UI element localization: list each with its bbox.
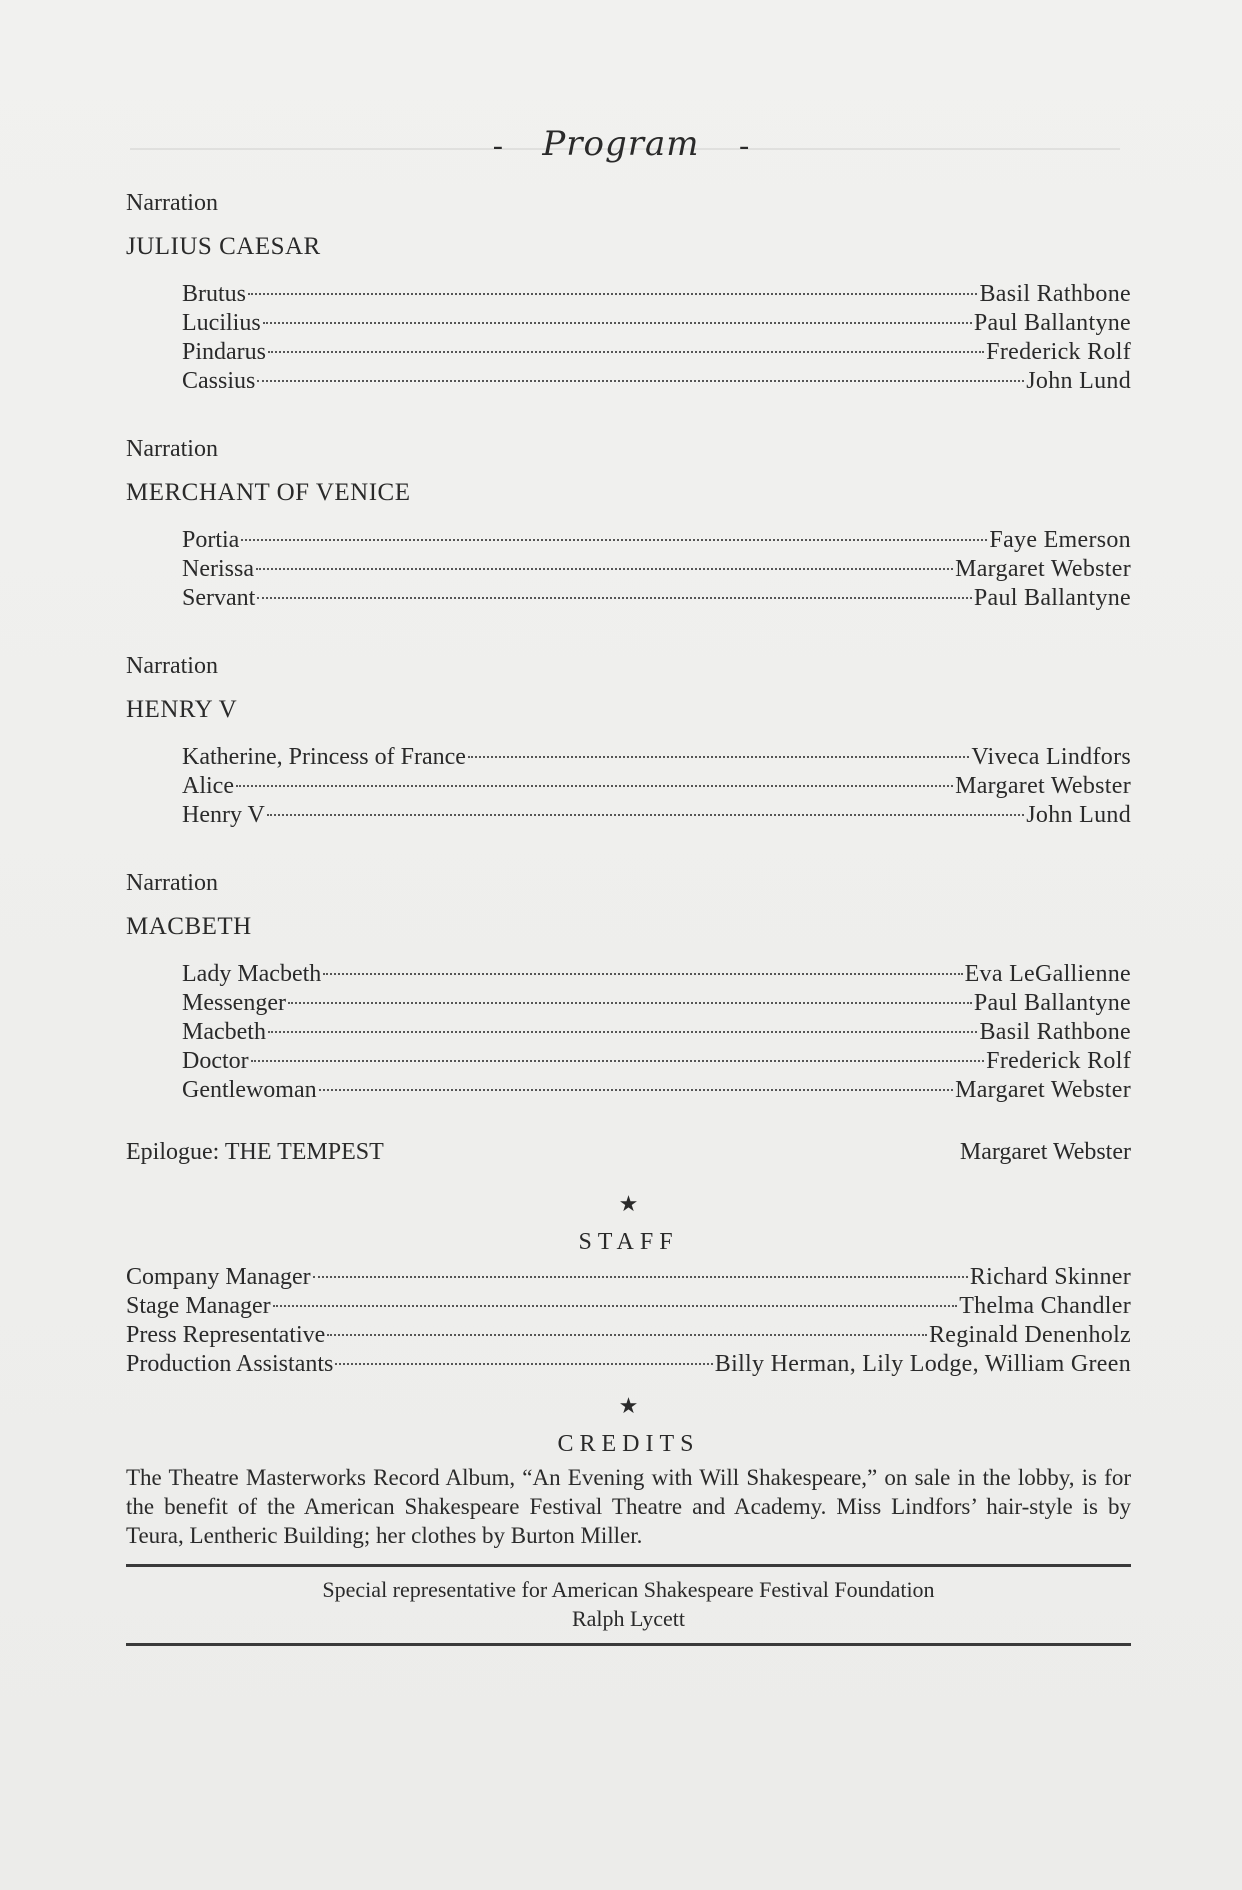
epilogue-label: Epilogue: THE TEMPEST xyxy=(126,1139,384,1165)
section-henry-v xyxy=(126,651,1131,830)
role-name: Gentlewoman xyxy=(182,1077,317,1103)
play-title: MACBETH xyxy=(126,913,252,940)
cast-row xyxy=(182,1018,1131,1047)
section-merchant-of-venice xyxy=(126,434,1131,613)
role-name: Henry V xyxy=(182,802,265,828)
play-title: MERCHANT OF VENICE xyxy=(126,479,411,506)
cast-row xyxy=(182,338,1131,367)
role-name: Doctor xyxy=(182,1048,249,1074)
epilogue-row xyxy=(126,1137,1131,1167)
dot-leader xyxy=(335,1363,712,1365)
staff-role: Stage Manager xyxy=(126,1293,271,1319)
actor-name: Viveca Lindfors xyxy=(971,744,1131,770)
cast-row xyxy=(182,743,1131,772)
star-icon: ★ xyxy=(618,1191,639,1216)
dot-leader xyxy=(267,814,1024,816)
narration-label: Narration xyxy=(126,870,218,896)
role-name: Alice xyxy=(182,773,234,799)
staff-name: Billy Herman, Lily Lodge, William Green xyxy=(714,1351,1131,1377)
dot-leader xyxy=(323,973,962,975)
staff-list xyxy=(126,1263,1131,1379)
cast-row xyxy=(182,960,1131,989)
heading-dash-right: - xyxy=(739,129,750,162)
actor-name: John Lund xyxy=(1026,368,1131,394)
cast-row xyxy=(182,801,1131,830)
role-name: Pindarus xyxy=(182,339,266,365)
section-julius-caesar xyxy=(126,188,1131,396)
section-macbeth xyxy=(126,868,1131,1105)
dot-leader xyxy=(263,322,972,324)
staff-role: Company Manager xyxy=(126,1264,311,1290)
role-name: Brutus xyxy=(182,281,247,307)
staff-row xyxy=(126,1350,1131,1379)
role-name: Nerissa xyxy=(182,556,254,582)
narration-label: Narration xyxy=(126,436,218,462)
actor-name: Faye Emerson xyxy=(989,527,1131,553)
actor-name: Margaret Webster xyxy=(955,1077,1131,1103)
actor-name: Basil Rathbone xyxy=(979,281,1131,307)
actor-name: Frederick Rolf xyxy=(986,1048,1131,1074)
play-title: JULIUS CAESAR xyxy=(126,233,321,260)
actor-name: Paul Ballantyne xyxy=(973,310,1131,336)
program-heading xyxy=(0,124,1242,164)
role-name: Macbeth xyxy=(182,1019,266,1045)
dot-leader xyxy=(319,1089,953,1091)
dot-leader xyxy=(327,1334,927,1336)
role-name: Messenger xyxy=(182,990,286,1016)
cast-list xyxy=(182,526,1131,613)
program-title: Program xyxy=(542,124,700,164)
play-title: HENRY V xyxy=(126,696,238,723)
role-name: Portia xyxy=(182,527,240,553)
cast-list xyxy=(182,743,1131,830)
narration-label: Narration xyxy=(126,190,218,216)
cast-row xyxy=(182,584,1131,613)
actor-name: Frederick Rolf xyxy=(986,339,1131,365)
cast-row xyxy=(182,280,1131,309)
dot-leader xyxy=(251,1060,985,1062)
cast-row xyxy=(182,367,1131,396)
staff-title: STAFF xyxy=(578,1229,679,1255)
staff-role: Press Representative xyxy=(126,1322,326,1348)
cast-list xyxy=(182,960,1131,1105)
staff-name: Thelma Chandler xyxy=(959,1293,1131,1319)
staff-name: Reginald Denenholz xyxy=(928,1322,1131,1348)
special-rep-line: Special representative for American Shakespeare Festival Foundation xyxy=(322,1577,935,1602)
role-name: Katherine, Princess of France xyxy=(182,744,466,770)
actor-name: Paul Ballantyne xyxy=(973,585,1131,611)
role-name: Servant xyxy=(182,585,256,611)
dot-leader xyxy=(268,351,984,353)
special-representative xyxy=(126,1575,1131,1633)
cast-row xyxy=(182,555,1131,584)
dot-leader xyxy=(257,380,1024,382)
cast-row xyxy=(182,309,1131,338)
cast-row xyxy=(182,526,1131,555)
cast-row xyxy=(182,1047,1131,1076)
credits-text: The Theatre Masterworks Record Album, “An Evening with Will Shakespeare,” on sale in the lobby, is for the benefit of the American Shakespeare Festival Theatre and Academy. Miss Lindfors’ hair-style is by Teura, Lentheric Building; her clothes by Burton Miller. xyxy=(126,1465,1131,1548)
actor-name: John Lund xyxy=(1026,802,1131,828)
credits-title: CREDITS xyxy=(557,1431,700,1457)
divider-bottom xyxy=(126,1643,1131,1646)
dot-leader xyxy=(468,756,969,758)
actor-name: Eva LeGallienne xyxy=(964,961,1131,987)
dot-leader xyxy=(248,293,977,295)
staff-row xyxy=(126,1263,1131,1292)
staff-row xyxy=(126,1321,1131,1350)
cast-row xyxy=(182,772,1131,801)
star-icon: ★ xyxy=(618,1393,639,1418)
dot-leader xyxy=(236,785,953,787)
heading-dash-left: - xyxy=(492,129,503,162)
role-name: Lady Macbeth xyxy=(182,961,322,987)
cast-list xyxy=(182,280,1131,396)
cast-row xyxy=(182,1076,1131,1105)
role-name: Cassius xyxy=(182,368,256,394)
staff-role: Production Assistants xyxy=(126,1351,334,1377)
epilogue-actor: Margaret Webster xyxy=(959,1139,1131,1165)
actor-name: Basil Rathbone xyxy=(979,1019,1131,1045)
dot-leader xyxy=(313,1276,968,1278)
role-name: Lucilius xyxy=(182,310,261,336)
divider-top xyxy=(126,1564,1131,1567)
staff-row xyxy=(126,1292,1131,1321)
dot-leader xyxy=(241,539,987,541)
narration-label: Narration xyxy=(126,653,218,679)
dot-leader xyxy=(268,1031,978,1033)
staff-name: Richard Skinner xyxy=(969,1264,1131,1290)
actor-name: Margaret Webster xyxy=(955,773,1131,799)
dot-leader xyxy=(273,1305,958,1307)
dot-leader xyxy=(257,597,972,599)
dot-leader xyxy=(288,1002,972,1004)
dot-leader xyxy=(256,568,953,570)
actor-name: Margaret Webster xyxy=(955,556,1131,582)
program-content xyxy=(126,188,1131,1646)
actor-name: Paul Ballantyne xyxy=(973,990,1131,1016)
cast-row xyxy=(182,989,1131,1018)
special-rep-name: Ralph Lycett xyxy=(571,1606,686,1631)
